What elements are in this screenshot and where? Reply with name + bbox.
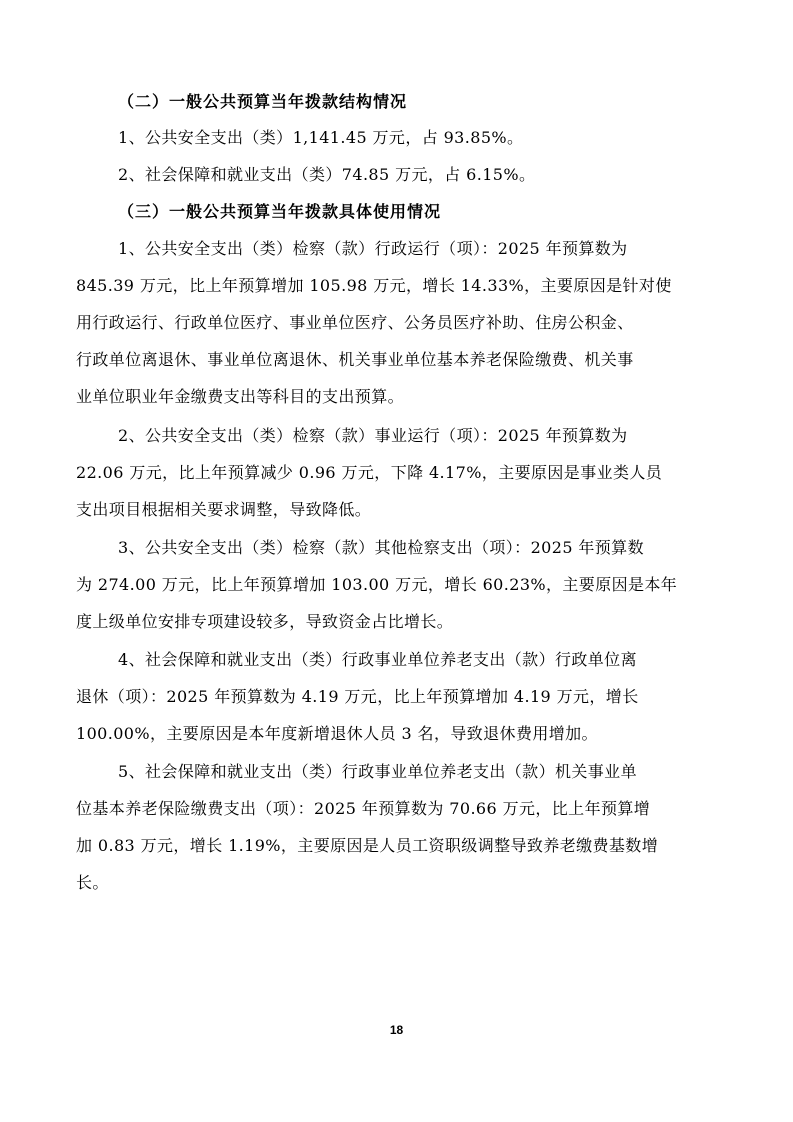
para-3-line-3: 度上级单位安排专项建设较多，导致资金占比增长。 [76,612,454,631]
para-1-line-5: 业单位职业年金缴费支出等科目的支出预算。 [76,387,405,406]
para-5-line-3: 加 0.83 万元，增长 1.19%，主要原因是人员工资职级调整导致养老缴费基数增 [76,836,659,855]
para-1-line-1: 1、公共安全支出（类）检察（款）行政运行（项）：2025 年预算数为 [118,239,628,258]
para-1-line-3: 用行政运行、行政单位医疗、事业单位医疗、公务员医疗补助、住房公积金、 [76,313,634,332]
para-1-line-2: 845.39 万元，比上年预算增加 105.98 万元，增长 14.33%，主要原因是针对使 [76,276,672,295]
para-2-line-2: 22.06 万元，比上年预算减少 0.96 万元，下降 4.17%，主要原因是事业类人员 [76,463,663,482]
para-4-line-3: 100.00%，主要原因是本年度新增退休人员 3 名，导致退休费用增加。 [76,724,598,743]
para-2-line-3: 支出项目根据相关要求调整，导致降低。 [76,500,372,519]
section-2-heading: （二）一般公共预算当年拨款结构情况 [118,92,408,111]
para-1-line-4: 行政单位离退休、事业单位离退休、机关事业单位基本养老保险缴费、机关事 [76,350,634,369]
section-2-item-2: 2、社会保障和就业支出（类）74.85 万元，占 6.15%。 [118,165,536,184]
section-2-item-1: 1、公共安全支出（类）1,141.45 万元，占 93.85%。 [118,128,524,147]
para-5-line-1: 5、社会保障和就业支出（类）行政事业单位养老支出（款）机关事业单 [118,762,637,781]
page-number: 18 [389,1023,404,1037]
para-5-line-2: 位基本养老保险缴费支出（项）：2025 年预算数为 70.66 万元，比上年预算增 [76,799,651,818]
section-3-heading: （三）一般公共预算当年拨款具体使用情况 [118,202,442,221]
para-2-line-1: 2、公共安全支出（类）检察（款）事业运行（项）：2025 年预算数为 [118,426,628,445]
para-3-line-1: 3、公共安全支出（类）检察（款）其他检察支出（项）：2025 年预算数 [118,538,644,557]
para-5-line-4: 长。 [76,873,109,892]
para-4-line-2: 退休（项）：2025 年预算数为 4.19 万元，比上年预算增加 4.19 万元，增长 [76,687,639,706]
para-3-line-2: 为 274.00 万元，比上年预算增加 103.00 万元，增长 60.23%，主要原因是本年 [76,575,678,594]
para-4-line-1: 4、社会保障和就业支出（类）行政事业单位养老支出（款）行政单位离 [118,650,637,669]
